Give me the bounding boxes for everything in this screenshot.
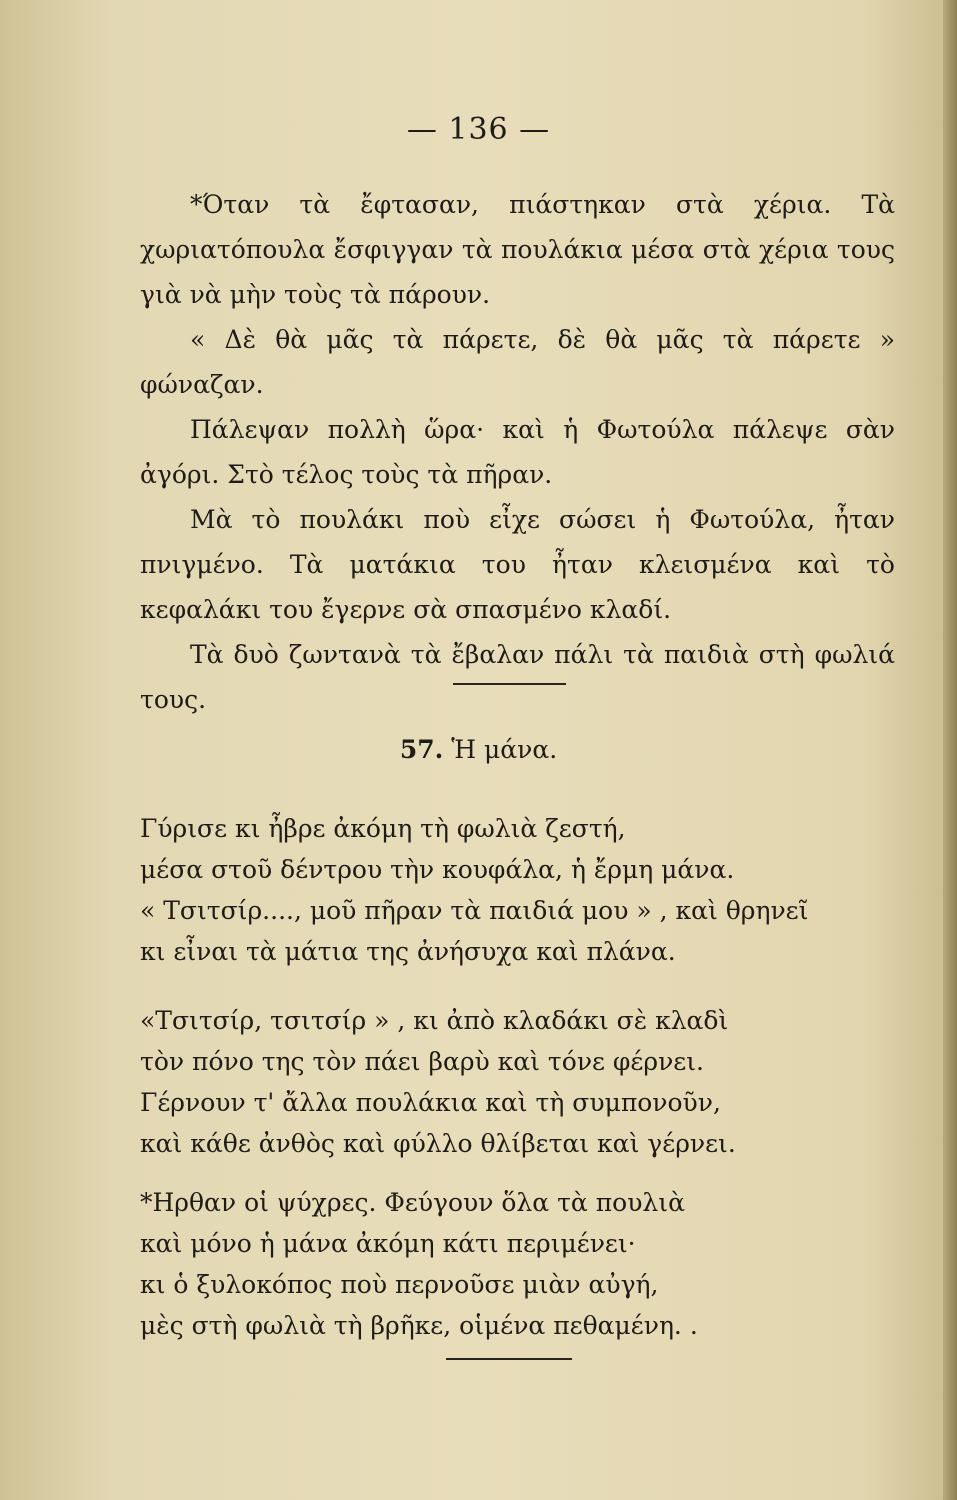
end-divider — [446, 1358, 572, 1360]
poem-line: καὶ μόνο ἡ μάνα ἀκόμη κάτι περιμένει· — [140, 1229, 636, 1258]
poem-title: Ἡ μάνα. — [451, 735, 558, 764]
prose-paragraph: « Δὲ θὰ μᾶς τὰ πάρετε, δὲ θὰ μᾶς τὰ πάρετε » φώναζαν. — [140, 325, 895, 399]
poem-stanza — [140, 808, 910, 972]
prose-paragraph: Τὰ δυὸ ζωντανὰ τὰ ἔβαλαν πάλι τὰ παιδιὰ στὴ φωλιά τους. — [140, 640, 895, 714]
poem-line: κι εἶναι τὰ μάτια της ἀνήσυχα καὶ πλάνα. — [140, 937, 676, 966]
poem-line: *Ηρθαν οἱ ψύχρες. Φεύγουν ὅλα τὰ πουλιὰ — [140, 1188, 685, 1217]
poem-stanza — [140, 1000, 910, 1164]
poem-line: τὸν πόνο της τὸν πάει βαρὺ καὶ τόνε φέρνει. — [140, 1047, 704, 1076]
poem-line: « Τσιτσίρ...., μοῦ πῆραν τὰ παιδιά μου » , καὶ θρηνεῖ — [140, 896, 809, 925]
poem-line: καὶ κάθε ἀνθὸς καὶ φύλλο θλίβεται καὶ γέρνει. — [140, 1129, 736, 1158]
prose-section — [140, 182, 895, 722]
prose-paragraph: Πάλεψαν πολλὴ ὥρα· καὶ ἡ Φωτούλα πάλεψε σὰν ἀγόρι. Στὸ τέλος τοὺς τὰ πῆραν. — [140, 415, 895, 489]
poem-line: μέσα στοῦ δέντρου τὴν κουφάλα, ἡ ἔρμη μάνα. — [140, 855, 735, 884]
poem-stanza — [140, 1182, 910, 1346]
page-number: — 136 — — [406, 112, 551, 147]
poem-line: Γέρνουν τ' ἄλλα πουλάκια καὶ τὴ συμπονοῦν, — [140, 1088, 721, 1117]
section-divider — [453, 683, 566, 685]
poem-line: μὲς στὴ φωλιὰ τὴ βρῆκε, οἱμένα πεθαμένη. . — [140, 1311, 698, 1340]
poem-number: 57. — [399, 735, 444, 764]
prose-paragraph: Μὰ τὸ πουλάκι ποὺ εἶχε σώσει ἡ Φωτούλα, ἦταν πνιγμένο. Τὰ ματάκια του ἦταν κλεισμένα καὶ τὸ κεφαλάκι του ἔγερνε σὰ σπασμένο κλαδί. — [140, 505, 895, 624]
poem-heading — [0, 735, 957, 764]
poem-line: «Τσιτσίρ, τσιτσίρ » , κι ἀπὸ κλαδάκι σὲ κλαδὶ — [140, 1006, 729, 1035]
prose-paragraph: *Όταν τὰ ἔφτασαν, πιάστηκαν στὰ χέρια. Τὰ χωριατόπουλα ἔσφιγγαν τὰ πουλάκια μέσα στὰ χέρια τους γιὰ νὰ μὴν τοὺς τὰ πάρουν. — [140, 190, 895, 309]
poem-line: Γύρισε κι ἦβρε ἀκόμη τὴ φωλιὰ ζεστή, — [140, 814, 626, 843]
poem-line: κι ὁ ξυλοκόπος ποὺ περνοῦσε μιὰν αὐγή, — [140, 1270, 659, 1299]
